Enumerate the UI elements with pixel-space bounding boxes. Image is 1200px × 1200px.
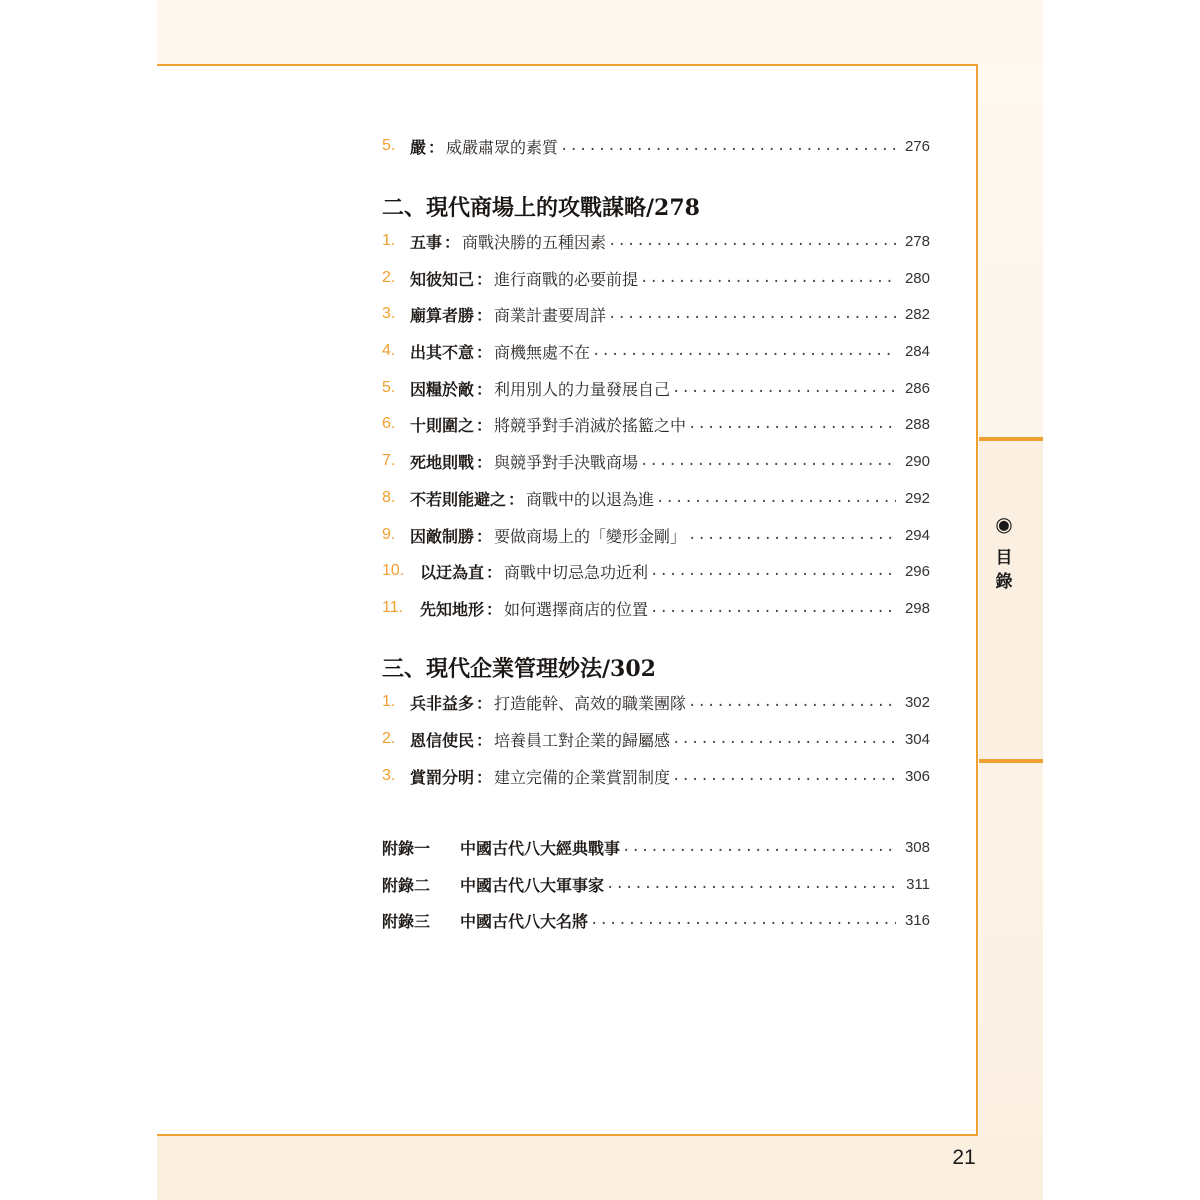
page-number: 21 [952, 1146, 976, 1169]
entry-keyword: 嚴 [410, 137, 427, 157]
entry-keyword: 先知地形 [420, 599, 485, 619]
entry-description: 商戰決勝的五種因素 [462, 232, 607, 252]
entry-description: 商機無處不在 [494, 342, 591, 362]
dot-leader [640, 453, 896, 469]
toc-entry[interactable]: 11. 先知地形 ： 如何選擇商店的位置 ..... 298 [382, 590, 930, 626]
entry-description: 與競爭對手決戰商場 [494, 452, 639, 472]
entry-description: 威嚴肅眾的素質 [446, 137, 559, 157]
entry-description: 商業計畫要周詳 [494, 305, 607, 325]
dot-leader [688, 416, 896, 432]
entry-keyword: 五事 [410, 232, 443, 252]
entry-keyword: 賞罰分明 [410, 767, 475, 787]
entry-description: 如何選擇商店的位置 [504, 599, 649, 619]
toc-entry[interactable]: 9. 因敵制勝 ： 要做商場上的「變形金剛」 ..... 294 [382, 517, 930, 553]
dot-leader [650, 563, 896, 579]
appendix-title: 中國古代八大軍事家 [460, 875, 605, 895]
page-bottom-margin [157, 1136, 1043, 1200]
entry-description: 進行商戰的必要前提 [494, 269, 639, 289]
entry-number: 1. [382, 232, 396, 249]
dot-leader [592, 343, 896, 359]
entry-keyword: 以迂為直 [420, 562, 485, 582]
entry-keyword: 廟算者勝 [410, 305, 475, 325]
side-tab-panel [979, 437, 1043, 763]
toc-entry[interactable]: 10. 以迂為直 ： 商戰中切忌急功近利 ..... 296 [382, 553, 930, 589]
entry-keyword: 死地則戰 [410, 452, 475, 472]
entry-keyword: 出其不意 [410, 342, 475, 362]
entry-page: 316 [904, 911, 930, 929]
entry-number: 8. [382, 489, 396, 506]
entry-description: 培養員工對企業的歸屬感 [494, 730, 671, 750]
entry-number: 7. [382, 452, 396, 469]
entry-description: 要做商場上的「變形金剛」 [494, 526, 687, 546]
entry-number: 3. [382, 767, 396, 784]
toc-entry[interactable]: 3. 廟算者勝 ： 商業計畫要周詳 ..... 282 [382, 296, 930, 332]
entry-keyword: 兵非益多 [410, 693, 475, 713]
entry-description: 打造能幹、高效的職業團隊 [494, 693, 687, 713]
entry-page: 282 [904, 305, 930, 323]
entry-number: 3. [382, 305, 396, 322]
entry-number: 5. [382, 137, 396, 154]
entry-keyword: 知彼知己 [410, 269, 475, 289]
toc-entry[interactable]: 2. 恩信使民 ： 培養員工對企業的歸屬感 ..... 304 [382, 721, 930, 757]
entry-keyword: 恩信使民 [410, 730, 475, 750]
entry-page: 311 [906, 875, 930, 893]
toc-entry[interactable]: 1. 兵非益多 ： 打造能幹、高效的職業團隊 ..... 302 [382, 684, 930, 720]
entry-description: 商戰中切忌急功近利 [504, 562, 649, 582]
entry-number: 5. [382, 379, 396, 396]
dot-leader [560, 138, 896, 154]
appendix-entry[interactable] [382, 829, 930, 865]
entry-page: 296 [904, 562, 930, 580]
entry-keyword: 因敵制勝 [410, 526, 475, 546]
toc-entry[interactable]: 1. 五事 ： 商戰決勝的五種因素 ..... 278 [382, 223, 930, 259]
side-tab-label [992, 546, 1016, 594]
appendix-entry[interactable] [382, 902, 930, 938]
appendix-title: 中國古代八大經典戰事 [460, 838, 621, 858]
toc-entry[interactable]: 6. 十則圍之 ： 將競爭對手消滅於搖籃之中 ..... 288 [382, 406, 930, 442]
dot-leader [608, 233, 896, 249]
entry-page: 286 [904, 379, 930, 397]
entry-page: 308 [904, 838, 930, 856]
entry-description: 將競爭對手消滅於搖籃之中 [494, 415, 687, 435]
toc-entry[interactable]: 2. 知彼知己 ： 進行商戰的必要前提 ..... 280 [382, 260, 930, 296]
entry-number: 4. [382, 342, 396, 359]
entry-number: 11. [382, 599, 404, 616]
dot-leader [590, 912, 896, 928]
entry-keyword: 不若則能避之 [410, 489, 507, 509]
dot-leader [656, 490, 896, 506]
entry-page: 302 [904, 693, 930, 711]
dot-leader [672, 380, 896, 396]
appendix-title: 中國古代八大名將 [460, 911, 589, 931]
entry-number: 9. [382, 526, 396, 543]
appendix-label: 附錄一 [382, 838, 431, 858]
entry-number: 10. [382, 562, 405, 579]
frame-line-right [976, 64, 978, 1136]
entry-page: 278 [904, 232, 930, 250]
entry-description: 利用別人的力量發展自己 [494, 379, 671, 399]
appendix-label: 附錄三 [382, 911, 431, 931]
entry-page: 292 [904, 489, 930, 507]
entry-page: 294 [904, 526, 930, 544]
entry-number: 2. [382, 269, 396, 286]
toc-entry[interactable]: 5. 因糧於敵 ： 利用別人的力量發展自己 ..... 286 [382, 370, 930, 406]
entry-description: 商戰中的以退為進 [526, 489, 655, 509]
dot-leader [650, 600, 896, 616]
toc-entry[interactable]: 3. 賞罰分明 ： 建立完備的企業賞罰制度 ..... 306 [382, 758, 930, 794]
dot-leader [688, 694, 896, 710]
entry-page: 276 [904, 137, 930, 155]
entry-number: 6. [382, 415, 396, 432]
toc-entry[interactable]: 8. 不若則能避之 ： 商戰中的以退為進 ..... 292 [382, 480, 930, 516]
entry-page: 298 [904, 599, 930, 617]
frame-line-bottom [157, 1134, 978, 1136]
appendix-label: 附錄二 [382, 875, 431, 895]
dot-leader [622, 839, 896, 855]
side-tab-label-char-2: 錄 [995, 572, 1013, 592]
dot-leader [672, 768, 896, 784]
dot-leader [688, 527, 896, 543]
appendix-entry[interactable] [382, 866, 930, 902]
frame-line-top [157, 64, 978, 66]
entry-keyword: 因糧於敵 [410, 379, 475, 399]
dot-leader [640, 270, 896, 286]
toc-entry[interactable]: 4. 出其不意 ： 商機無處不在 ..... 284 [382, 333, 930, 369]
dot-leader [606, 876, 896, 892]
entry-page: 280 [904, 269, 930, 287]
toc-entry[interactable]: 5. 嚴 ： 威嚴肅眾的素質 ..... 276 [382, 128, 930, 164]
entry-page: 288 [904, 415, 930, 433]
dot-leader [672, 731, 896, 747]
dot-leader [608, 306, 896, 322]
bullseye-icon: ◉ [995, 512, 1013, 536]
entry-number: 2. [382, 730, 396, 747]
entry-page: 284 [904, 342, 930, 360]
entry-page: 290 [904, 452, 930, 470]
section-heading[interactable]: 二、現代商場上的攻戰謀略/278 [382, 195, 700, 221]
toc-entry[interactable]: 7. 死地則戰 ： 與競爭對手決戰商場 ..... 290 [382, 443, 930, 479]
entry-page: 304 [904, 730, 930, 748]
entry-keyword: 十則圍之 [410, 415, 475, 435]
entry-description: 建立完備的企業賞罰制度 [494, 767, 671, 787]
entry-number: 1. [382, 693, 396, 710]
page-top-margin [157, 0, 1043, 64]
entry-page: 306 [904, 767, 930, 785]
side-tab-label-char-1: 目 [995, 548, 1013, 568]
section-heading[interactable]: 三、現代企業管理妙法/302 [382, 656, 656, 682]
